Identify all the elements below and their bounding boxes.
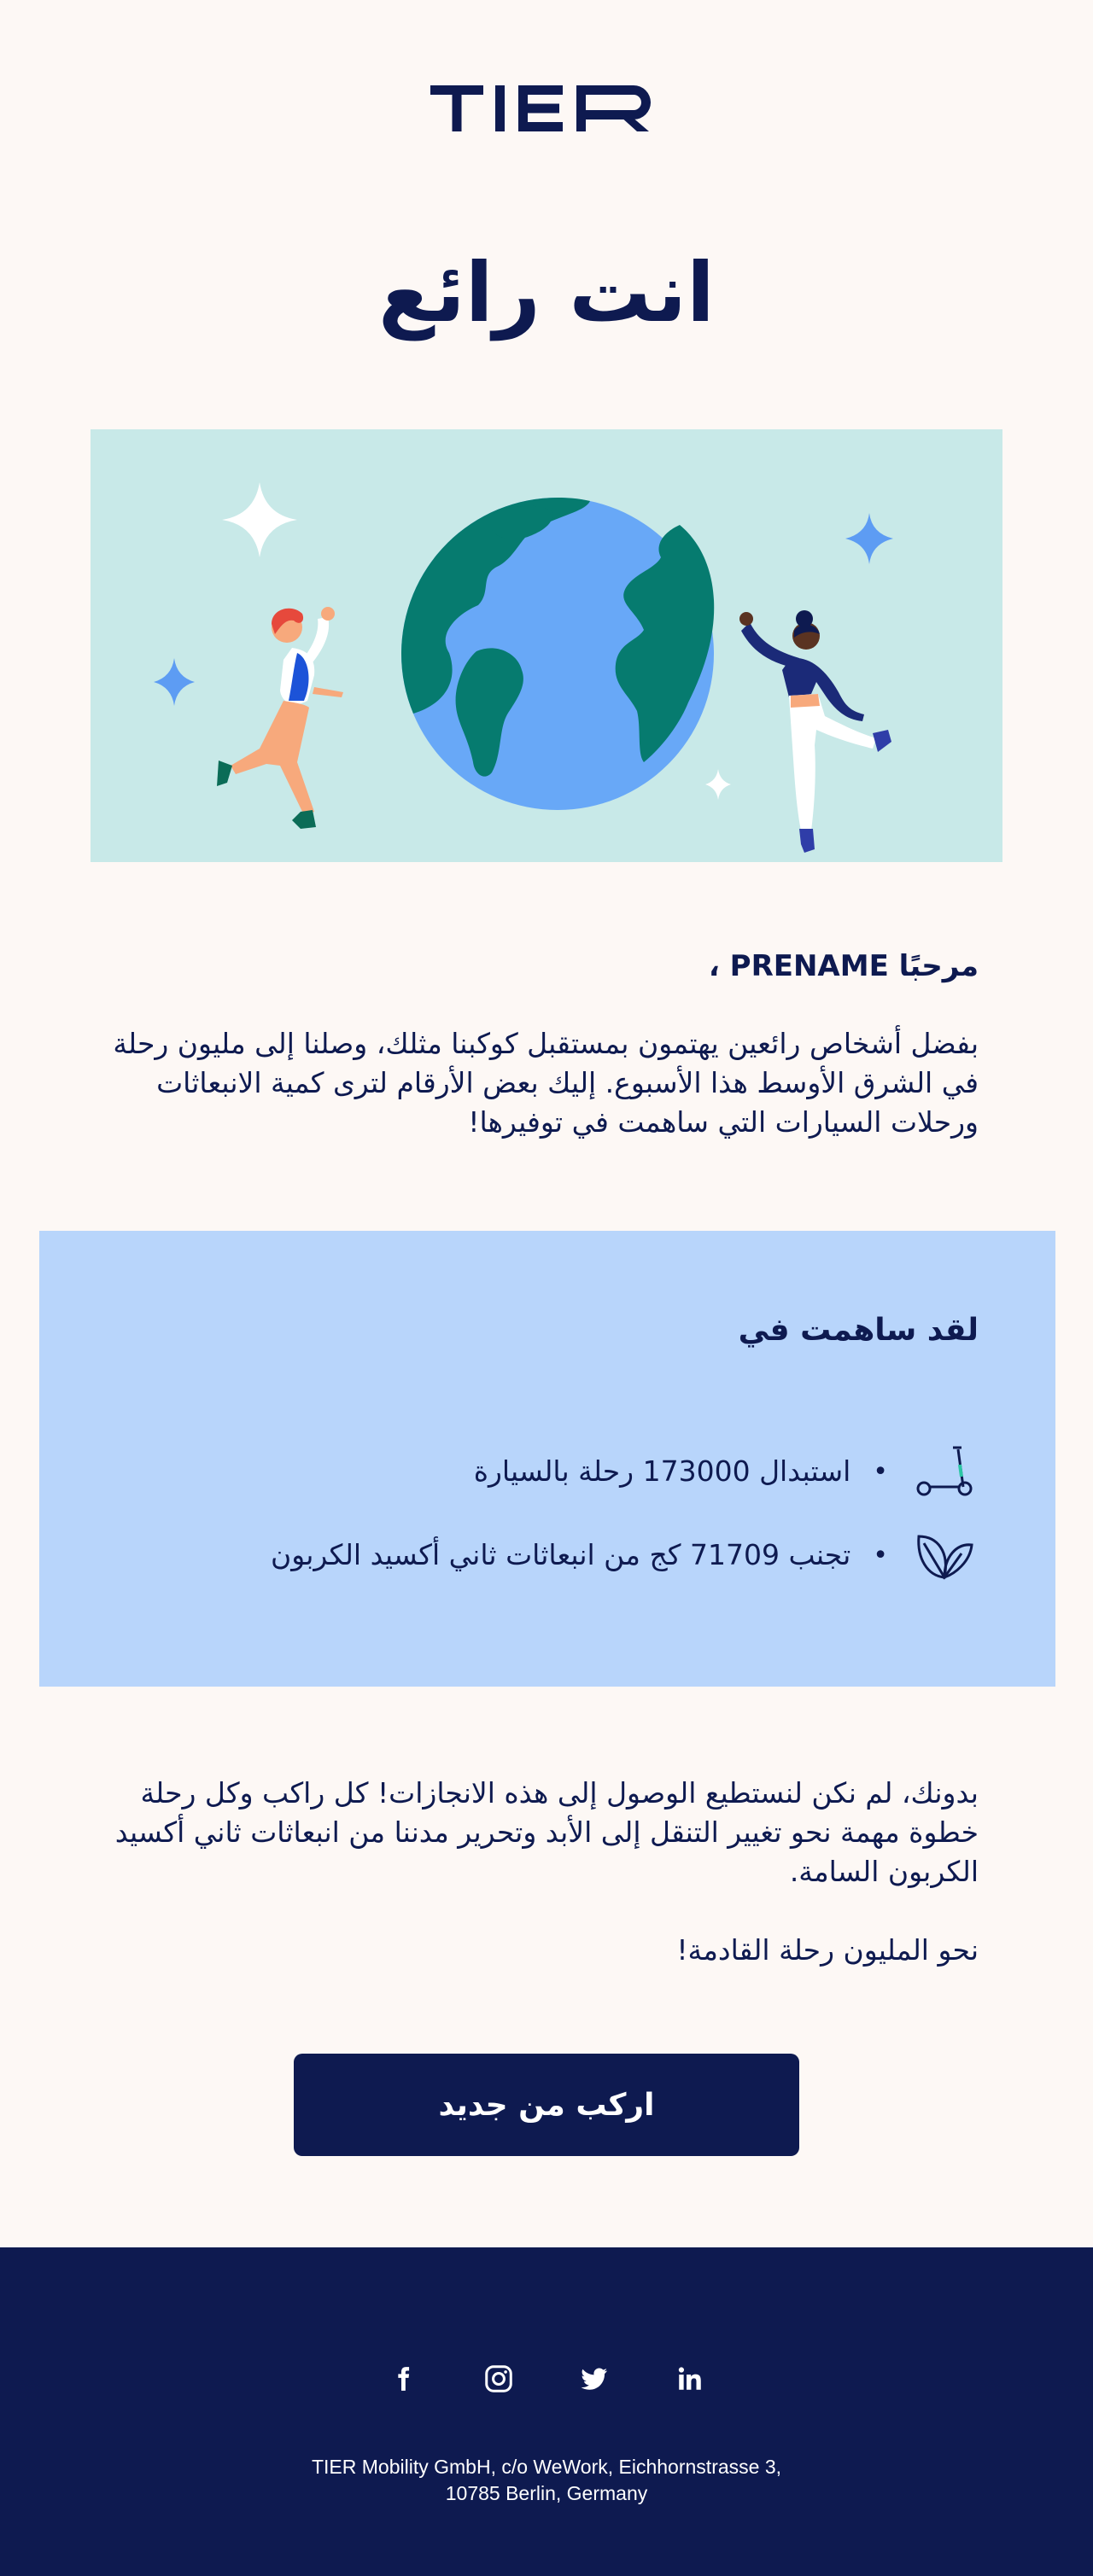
- tier-logo-icon: [430, 85, 663, 131]
- footer: [0, 2247, 1093, 2576]
- scooter-icon: [910, 1437, 979, 1506]
- linkedin-icon[interactable]: [664, 2353, 716, 2404]
- leaf-icon: [910, 1521, 979, 1589]
- twitter-icon[interactable]: [569, 2353, 620, 2404]
- intro-paragraph: بفضل أشخاص رائعين يهتمون بمستقبل كوكبنا مثلك، وصلنا إلى مليون رحلة في الشرق الأوسط هذا الأسبوع. إليك بعض الأرقام لترى كمية الانبعاثات ورحلات السيارات التي ساهمت في توفيرها!: [113, 1027, 979, 1139]
- social-links: [0, 2353, 1093, 2404]
- bullet: •: [873, 1456, 888, 1487]
- stat-co2: تجنب 71709 كج من انبعاثات ثاني أكسيد الكربون: [270, 1538, 851, 1571]
- closing-line: نحو المليون رحلة القادمة!: [676, 1933, 979, 1967]
- ride-again-button[interactable]: اركب من جديد: [294, 2054, 799, 2156]
- stat-row-co2: [271, 1521, 979, 1589]
- greeting: مرحبًا PRENAME ،: [708, 949, 979, 983]
- globe-illustration-icon: [91, 429, 1002, 862]
- stat-row-car-trips: [474, 1437, 979, 1506]
- address-line-1: TIER Mobility GmbH, c/o WeWork, Eichhornstrasse 3,: [311, 2456, 782, 2478]
- address-line-2: 10785 Berlin, Germany: [445, 2482, 648, 2504]
- stat-car-trips: استبدال 173000 رحلة بالسيارة: [473, 1454, 851, 1488]
- stats-panel: [39, 1231, 1055, 1687]
- company-address: [0, 2454, 1093, 2507]
- stats-title: لقد ساهمت في: [738, 1313, 979, 1348]
- tier-logo[interactable]: [0, 85, 1093, 135]
- closing-paragraph: بدونك، لم نكن لنستطيع الوصول إلى هذه الانجازات! كل راكب وكل رحلة خطوة مهمة نحو تغيير التنقل إلى الأبد وتحرير مدننا من انبعاثات ثاني أكسيد الكربون السامة.: [114, 1776, 979, 1888]
- facebook-icon[interactable]: [377, 2353, 429, 2404]
- bullet: •: [873, 1540, 888, 1571]
- headline: انت رائع: [378, 245, 715, 341]
- instagram-icon[interactable]: [473, 2353, 524, 2404]
- hero-illustration: [91, 429, 1002, 862]
